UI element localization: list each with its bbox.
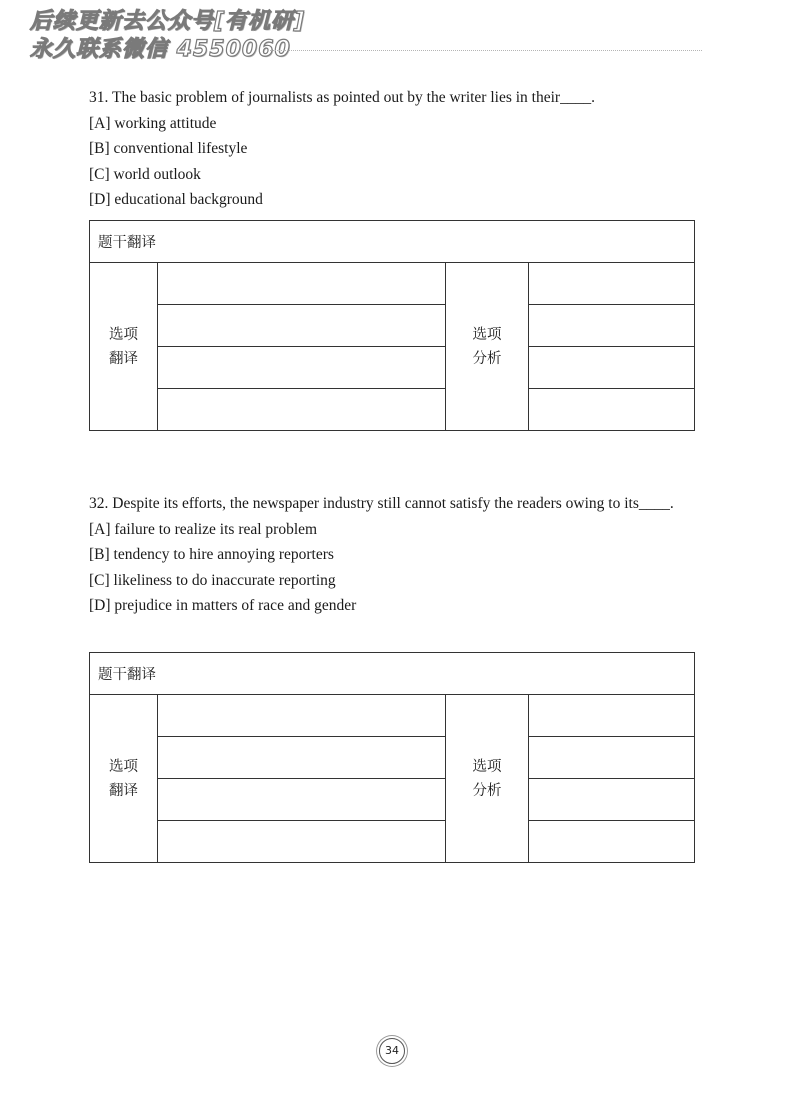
question-stem: 32. Despite its efforts, the newspaper industry still cannot satisfy the readers owing to its____.: [89, 495, 674, 512]
watermark-line-2: 永久联系微信 4550060: [30, 37, 291, 62]
analysis-input-cell[interactable]: [529, 347, 695, 389]
analysis-input-cell[interactable]: [529, 263, 695, 305]
watermark-line-1: 后续更新去公众号[有机研]: [30, 9, 306, 34]
option-c: [C] likeliness to do inaccurate reporting: [89, 571, 336, 589]
answer-table-32: [89, 652, 695, 863]
watermark: [30, 8, 305, 64]
stem-translation-label: 题干翻译: [90, 221, 695, 263]
option-d: [D] prejudice in matters of race and gender: [89, 597, 357, 614]
analysis-input-cell[interactable]: [529, 779, 695, 821]
option-a: [A] working attitude: [89, 114, 217, 132]
option-analysis-label-line-1: 选项: [472, 326, 502, 343]
answer-table-31: [89, 220, 695, 431]
header-dotted-rule: [270, 50, 702, 51]
translation-input-cell[interactable]: [158, 695, 446, 737]
option-translation-label-line-1: 选项: [109, 326, 138, 343]
page-number: 34: [379, 1038, 405, 1064]
option-analysis-label-line-1: 选项: [472, 758, 502, 775]
option-analysis-label: [446, 695, 529, 863]
translation-input-cell[interactable]: [158, 389, 446, 431]
analysis-input-cell[interactable]: [529, 305, 695, 347]
option-translation-label-line-2: 翻译: [109, 350, 138, 367]
option-d: [D] educational background: [89, 191, 263, 208]
analysis-input-cell[interactable]: [529, 389, 695, 431]
translation-input-cell[interactable]: [158, 347, 446, 389]
translation-input-cell[interactable]: [158, 779, 446, 821]
option-b: [B] tendency to hire annoying reporters: [89, 546, 334, 563]
option-b: [B] conventional lifestyle: [89, 140, 248, 157]
translation-input-cell[interactable]: [158, 821, 446, 863]
option-translation-label-line-1: 选项: [109, 758, 138, 775]
option-translation-label: [90, 695, 158, 863]
option-translation-label: [90, 263, 158, 431]
translation-input-cell[interactable]: [158, 263, 446, 305]
stem-translation-label: 题干翻译: [90, 653, 695, 695]
option-translation-label-line-2: 翻译: [109, 782, 138, 799]
question-stem: 31. The basic problem of journalists as pointed out by the writer lies in their____.: [89, 89, 595, 106]
question-32: [89, 491, 694, 619]
translation-input-cell[interactable]: [158, 737, 446, 779]
option-analysis-label-line-2: 分析: [472, 350, 502, 367]
analysis-input-cell[interactable]: [529, 695, 695, 737]
option-c: [C] world outlook: [89, 165, 201, 183]
question-31: [89, 85, 694, 213]
analysis-input-cell[interactable]: [529, 737, 695, 779]
translation-input-cell[interactable]: [158, 305, 446, 347]
option-analysis-label: [446, 263, 529, 431]
option-analysis-label-line-2: 分析: [472, 782, 502, 799]
analysis-input-cell[interactable]: [529, 821, 695, 863]
option-a: [A] failure to realize its real problem: [89, 520, 318, 538]
